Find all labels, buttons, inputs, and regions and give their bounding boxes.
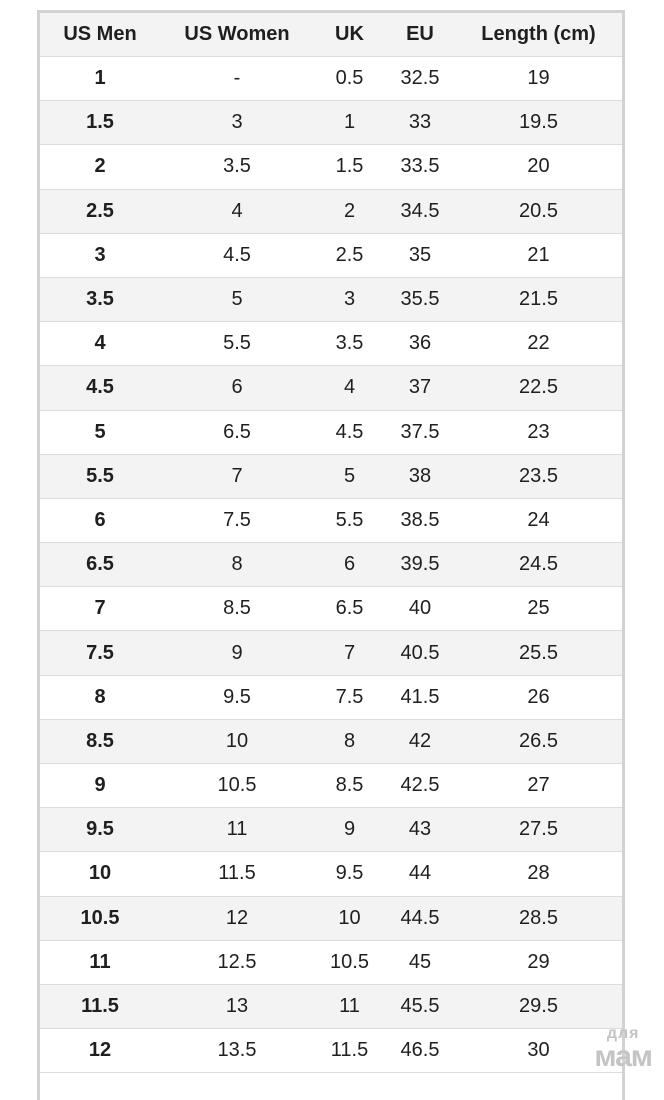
- cell-length-cm: 21.5: [455, 277, 622, 321]
- cell-uk: 2.5: [314, 233, 385, 277]
- cell-length-cm: 23: [455, 410, 622, 454]
- cell-uk: 4: [314, 366, 385, 410]
- cell-eu: 45.5: [385, 984, 455, 1028]
- cell-eu: 40: [385, 587, 455, 631]
- cell-uk: 6.5: [314, 587, 385, 631]
- cell-us-women: 6.5: [160, 410, 314, 454]
- cell-length-cm: 28: [455, 852, 622, 896]
- cell-us-men: 11.5: [40, 984, 160, 1028]
- cell-us-men: 3: [40, 233, 160, 277]
- cell-eu: 38: [385, 454, 455, 498]
- cell-us-men: 6: [40, 498, 160, 542]
- cell-us-men: 6.5: [40, 543, 160, 587]
- cell-uk: 11.5: [314, 1029, 385, 1073]
- cell-us-women: 12: [160, 896, 314, 940]
- table-row: [40, 145, 622, 189]
- cell-eu: 35.5: [385, 277, 455, 321]
- cell-uk: 9: [314, 808, 385, 852]
- cell-us-women: 8: [160, 543, 314, 587]
- cell-us-women: 7.5: [160, 498, 314, 542]
- cell-uk: 1: [314, 101, 385, 145]
- cell-us-women: 11: [160, 808, 314, 852]
- cell-us-women: 5: [160, 277, 314, 321]
- table-row: [40, 543, 622, 587]
- cell-eu: 32.5: [385, 57, 455, 101]
- cell-length-cm: 20: [455, 145, 622, 189]
- cell-us-women: 13: [160, 984, 314, 1028]
- cell-us-women: -: [160, 57, 314, 101]
- table-row: [40, 852, 622, 896]
- table-row: [40, 101, 622, 145]
- header-eu: EU: [385, 13, 455, 57]
- watermark-line1: для: [606, 1025, 640, 1042]
- cell-uk: 8.5: [314, 764, 385, 808]
- header-length-cm: Length (cm): [455, 13, 622, 57]
- cell-length-cm: 25: [455, 587, 622, 631]
- cell-length-cm: 22.5: [455, 366, 622, 410]
- cell-us-men: 4: [40, 322, 160, 366]
- cell-uk: 10: [314, 896, 385, 940]
- cell-uk: 5: [314, 454, 385, 498]
- cell-uk: 5.5: [314, 498, 385, 542]
- cell-eu: 39.5: [385, 543, 455, 587]
- cell-uk: 7: [314, 631, 385, 675]
- cell-us-men: 4.5: [40, 366, 160, 410]
- cell-length-cm: 19: [455, 57, 622, 101]
- cell-eu: 45: [385, 940, 455, 984]
- cell-uk: 9.5: [314, 852, 385, 896]
- cell-eu: 37.5: [385, 410, 455, 454]
- cell-us-women: 9.5: [160, 675, 314, 719]
- cell-eu: 46.5: [385, 1029, 455, 1073]
- watermark-logo: [594, 1026, 652, 1072]
- cell-us-women: 6: [160, 366, 314, 410]
- cell-us-men: 2.5: [40, 189, 160, 233]
- table-row: [40, 719, 622, 763]
- cell-us-men: 1: [40, 57, 160, 101]
- cell-length-cm: 25.5: [455, 631, 622, 675]
- cell-us-men: 2: [40, 145, 160, 189]
- cell-length-cm: 26.5: [455, 719, 622, 763]
- cell-length-cm: 27.5: [455, 808, 622, 852]
- cell-us-men: 5.5: [40, 454, 160, 498]
- table-row: [40, 498, 622, 542]
- cell-uk: 8: [314, 719, 385, 763]
- cell-length-cm: 22: [455, 322, 622, 366]
- table-row: [40, 366, 622, 410]
- cell-uk: 10.5: [314, 940, 385, 984]
- cell-length-cm: 26: [455, 675, 622, 719]
- cell-us-women: 13.5: [160, 1029, 314, 1073]
- cell-us-men: 12: [40, 1029, 160, 1073]
- table-row: [40, 1029, 622, 1073]
- table-row: [40, 984, 622, 1028]
- table-row: [40, 277, 622, 321]
- cell-us-men: 9: [40, 764, 160, 808]
- cell-us-women: 5.5: [160, 322, 314, 366]
- cell-us-men: 7.5: [40, 631, 160, 675]
- cell-us-women: 3.5: [160, 145, 314, 189]
- cell-uk: 3.5: [314, 322, 385, 366]
- cell-length-cm: 19.5: [455, 101, 622, 145]
- cell-eu: 33.5: [385, 145, 455, 189]
- cell-length-cm: 20.5: [455, 189, 622, 233]
- cell-eu: 35: [385, 233, 455, 277]
- cell-us-women: 12.5: [160, 940, 314, 984]
- cell-length-cm: 27: [455, 764, 622, 808]
- cell-uk: 3: [314, 277, 385, 321]
- table-row: [40, 189, 622, 233]
- cell-length-cm: 29.5: [455, 984, 622, 1028]
- cell-uk: 2: [314, 189, 385, 233]
- cell-eu: 44.5: [385, 896, 455, 940]
- cell-us-men: 7: [40, 587, 160, 631]
- cell-eu: 42.5: [385, 764, 455, 808]
- cell-length-cm: 23.5: [455, 454, 622, 498]
- cell-length-cm: 24: [455, 498, 622, 542]
- cell-eu: 40.5: [385, 631, 455, 675]
- table-row: [40, 631, 622, 675]
- cell-eu: 37: [385, 366, 455, 410]
- table-row: [40, 57, 622, 101]
- cell-eu: 43: [385, 808, 455, 852]
- table-row: [40, 675, 622, 719]
- cell-us-men: 5: [40, 410, 160, 454]
- table-row: [40, 896, 622, 940]
- header-us-women: US Women: [160, 13, 314, 57]
- cell-us-women: 8.5: [160, 587, 314, 631]
- table-row: [40, 233, 622, 277]
- cell-us-men: 10: [40, 852, 160, 896]
- table-row: [40, 940, 622, 984]
- cell-uk: 7.5: [314, 675, 385, 719]
- cell-us-women: 9: [160, 631, 314, 675]
- cell-us-men: 9.5: [40, 808, 160, 852]
- cell-eu: 41.5: [385, 675, 455, 719]
- header-uk: UK: [314, 13, 385, 57]
- cell-us-men: 8.5: [40, 719, 160, 763]
- header-us-men: US Men: [40, 13, 160, 57]
- cell-length-cm: 24.5: [455, 543, 622, 587]
- cell-us-women: 3: [160, 101, 314, 145]
- size-chart-table: [40, 13, 622, 1073]
- cell-us-women: 10.5: [160, 764, 314, 808]
- cell-length-cm: 30: [455, 1029, 622, 1073]
- cell-eu: 36: [385, 322, 455, 366]
- cell-length-cm: 21: [455, 233, 622, 277]
- cell-eu: 42: [385, 719, 455, 763]
- cell-us-women: 7: [160, 454, 314, 498]
- cell-us-women: 10: [160, 719, 314, 763]
- table-row: [40, 454, 622, 498]
- table-row: [40, 764, 622, 808]
- table-row: [40, 808, 622, 852]
- table-row: [40, 587, 622, 631]
- cell-uk: 0.5: [314, 57, 385, 101]
- cell-length-cm: 28.5: [455, 896, 622, 940]
- cell-us-women: 11.5: [160, 852, 314, 896]
- cell-eu: 44: [385, 852, 455, 896]
- cell-eu: 38.5: [385, 498, 455, 542]
- cell-uk: 4.5: [314, 410, 385, 454]
- cell-us-women: 4: [160, 189, 314, 233]
- cell-us-men: 11: [40, 940, 160, 984]
- cell-eu: 33: [385, 101, 455, 145]
- table-header-row: [40, 13, 622, 57]
- table-row: [40, 410, 622, 454]
- cell-eu: 34.5: [385, 189, 455, 233]
- cell-us-men: 10.5: [40, 896, 160, 940]
- cell-us-men: 1.5: [40, 101, 160, 145]
- watermark-line2: мам: [594, 1040, 652, 1073]
- cell-us-women: 4.5: [160, 233, 314, 277]
- cell-uk: 6: [314, 543, 385, 587]
- cell-us-men: 8: [40, 675, 160, 719]
- cell-uk: 1.5: [314, 145, 385, 189]
- table-row: [40, 322, 622, 366]
- cell-length-cm: 29: [455, 940, 622, 984]
- cell-uk: 11: [314, 984, 385, 1028]
- cell-us-men: 3.5: [40, 277, 160, 321]
